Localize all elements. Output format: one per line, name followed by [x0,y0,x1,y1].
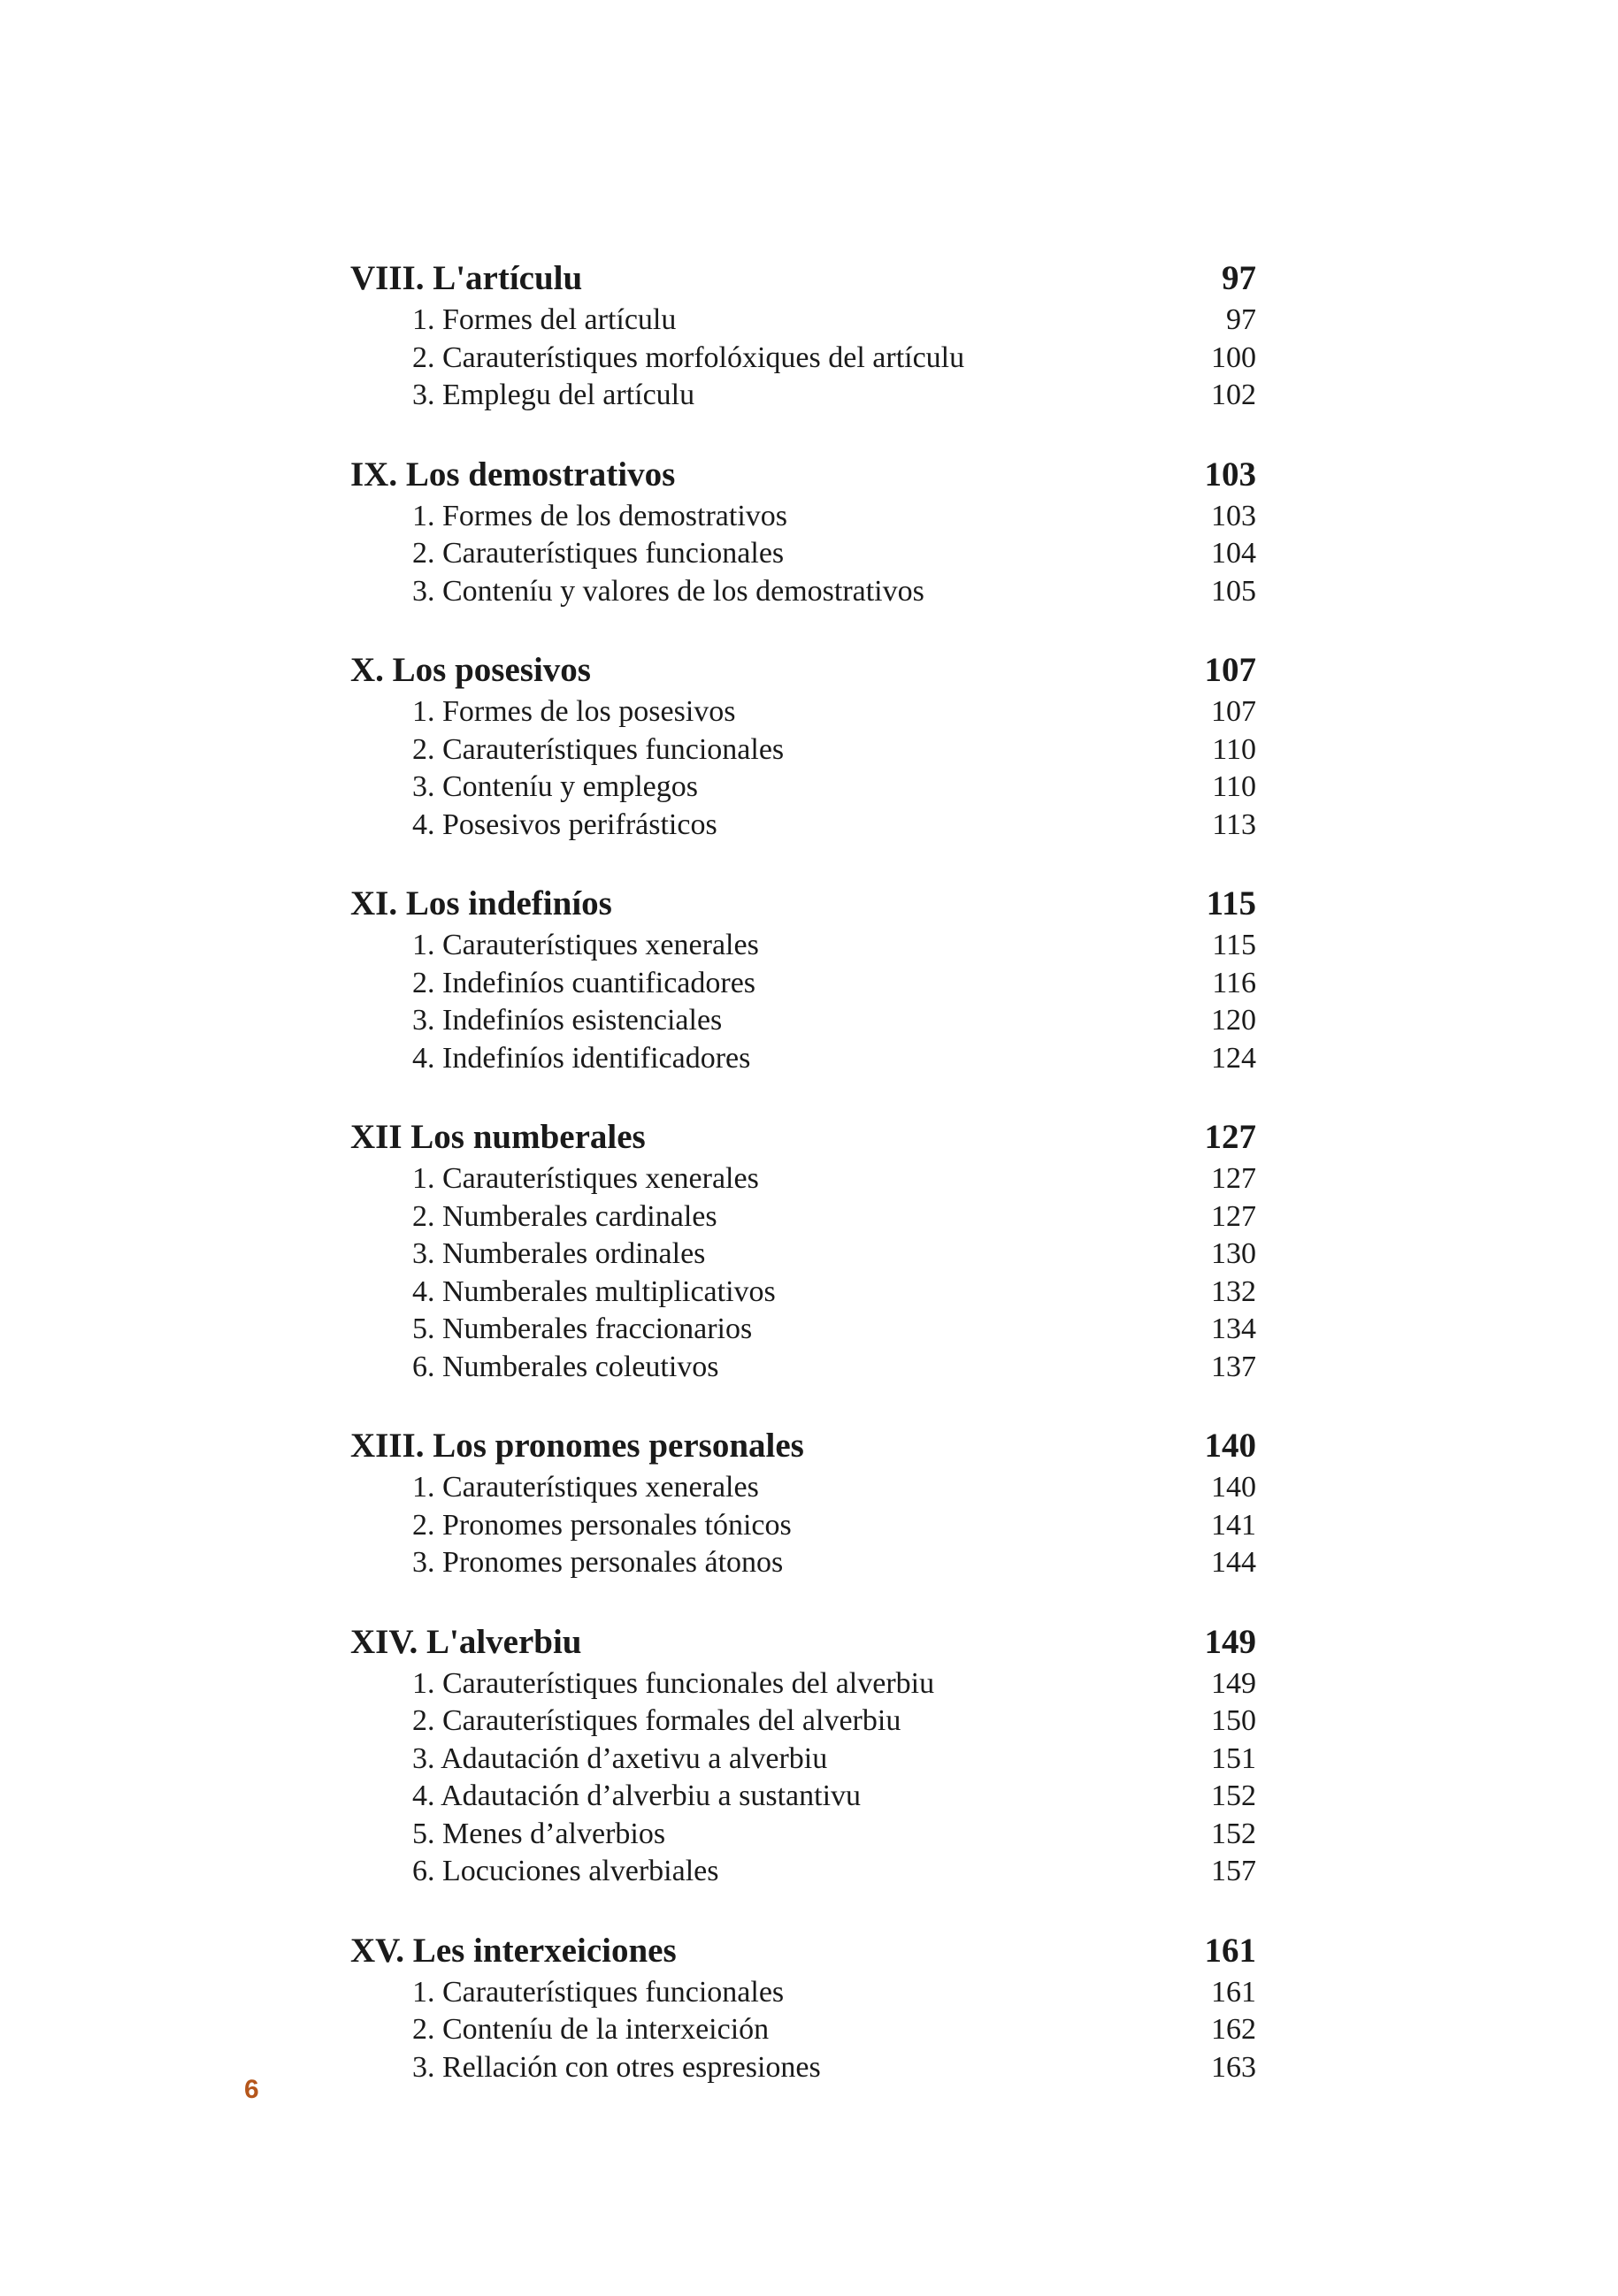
entry-page: 140 [1211,1471,1256,1504]
entry-label: 1. Formes de los demostrativos [412,499,788,532]
entry-page: 104 [1211,537,1256,570]
chapter-page: 107 [1204,651,1256,689]
entry-label: 1. Carauterístiques xenerales [412,1471,759,1504]
entry-page: 110 [1212,770,1256,803]
entry-label: 1. Formes del artículu [412,303,677,336]
entry-page: 127 [1211,1162,1256,1195]
table-of-contents [350,255,1256,2123]
toc-entry [350,731,1256,769]
entry-page: 127 [1211,1199,1256,1233]
toc-entry [350,1974,1256,2012]
toc-entry [350,1349,1256,1387]
toc-entry [350,1665,1256,1703]
toc-entry [350,573,1256,611]
toc-entry [350,1507,1256,1545]
entry-page: 116 [1212,966,1256,999]
page-number: 6 [244,2075,259,2104]
toc-entry [350,498,1256,536]
entry-page: 120 [1211,1004,1256,1037]
toc-chapter [350,1619,1256,1891]
toc-entry [350,965,1256,1003]
chapter-page: 103 [1204,455,1256,494]
entry-page: 97 [1226,303,1256,336]
chapter-page: 97 [1222,259,1256,297]
entry-label: 3. Conteníu y valores de los demostrativos [412,574,924,608]
chapter-page: 115 [1206,884,1256,922]
entry-page: 134 [1211,1313,1256,1345]
entry-page: 102 [1211,379,1256,411]
chapter-heading [350,255,1256,302]
entry-page: 124 [1211,1041,1256,1075]
entry-page: 110 [1212,732,1256,766]
toc-chapter [350,255,1256,415]
toc-entry [350,1236,1256,1274]
chapter-title: VIII. L'artículu [350,259,583,297]
toc-entry [350,1816,1256,1854]
toc-entry [350,1544,1256,1582]
chapter-heading [350,1422,1256,1469]
entry-label: 5. Numberales fraccionarios [412,1313,753,1345]
entry-page: 152 [1211,1779,1256,1812]
entry-label: 1. Formes de los posesivos [412,695,736,728]
chapter-heading [350,1927,1256,1974]
chapter-title: XI. Los indefiníos [350,884,612,922]
entry-label: 3. Emplegu del artículu [412,379,695,411]
toc-entry [350,1469,1256,1507]
entry-label: 3. Adautación d’axetivu a alverbiu [412,1741,828,1775]
chapter-heading [350,647,1256,693]
entry-page: 163 [1211,2050,1256,2084]
chapter-title: XV. Les interxeiciones [350,1931,677,1970]
entry-label: 4. Posesivos perifrásticos [412,807,717,841]
entry-page: 151 [1211,1741,1256,1775]
toc-chapter [350,880,1256,1077]
toc-entry [350,1274,1256,1312]
toc-chapter [350,1927,1256,2087]
entry-label: 4. Indefiníos identificadores [412,1041,751,1075]
toc-entry [350,1198,1256,1236]
toc-entry [350,927,1256,965]
toc-chapter [350,647,1256,844]
entry-label: 2. Numberales cardinales [412,1199,717,1233]
toc-chapter [350,1422,1256,1582]
chapter-page: 161 [1204,1931,1256,1970]
chapter-page: 140 [1204,1427,1256,1465]
entry-label: 1. Carauterístiques funcionales [412,1975,785,2009]
entry-label: 2. Conteníu de la interxeición [412,2013,770,2046]
toc-entry [350,1741,1256,1779]
entry-label: 2. Pronomes personales tónicos [412,1508,792,1542]
entry-label: 2. Carauterístiques funcionales [412,732,785,766]
toc-entry [350,807,1256,845]
toc-entry [350,693,1256,731]
entry-label: 5. Menes d’alverbios [412,1817,666,1850]
chapter-heading [350,1114,1256,1160]
toc-entry [350,1778,1256,1816]
entry-page: 161 [1211,1975,1256,2009]
entry-page: 152 [1211,1817,1256,1850]
chapter-title: X. Los posesivos [350,651,591,689]
toc-chapter [350,1114,1256,1386]
entry-page: 141 [1211,1508,1256,1542]
chapter-title: XIII. Los pronomes personales [350,1427,804,1465]
entry-page: 105 [1211,574,1256,608]
chapter-title: IX. Los demostrativos [350,455,676,494]
entry-label: 3. Rellación con otres espresiones [412,2050,821,2084]
entry-label: 4. Adautación d’alverbiu a sustantivu [412,1779,862,1812]
entry-page: 132 [1211,1274,1256,1308]
entry-page: 149 [1211,1666,1256,1700]
entry-label: 2. Carauterístiques morfolóxiques del artículu [412,341,965,374]
entry-label: 6. Locuciones alverbiales [412,1855,719,1887]
entry-page: 157 [1211,1855,1256,1887]
toc-entry [350,2049,1256,2087]
chapter-page: 127 [1204,1118,1256,1156]
toc-entry [350,377,1256,415]
toc-entry [350,1853,1256,1891]
entry-label: 3. Numberales ordinales [412,1237,706,1270]
toc-chapter [350,451,1256,611]
entry-page: 100 [1211,341,1256,374]
entry-page: 144 [1211,1546,1256,1579]
entry-page: 115 [1212,929,1256,961]
toc-entry [350,535,1256,573]
entry-page: 113 [1212,807,1256,841]
entry-label: 6. Numberales coleutivos [412,1350,719,1383]
chapter-title: XII Los numberales [350,1118,646,1156]
entry-label: 2. Carauterístiques formales del alverbiu [412,1704,901,1737]
entry-label: 1. Carauterístiques xenerales [412,929,759,961]
entry-page: 130 [1211,1237,1256,1270]
toc-entry [350,1703,1256,1741]
entry-label: 3. Conteníu y emplegos [412,770,698,803]
toc-entry [350,340,1256,378]
toc-entry [350,769,1256,807]
entry-page: 150 [1211,1704,1256,1737]
chapter-title: XIV. L'alverbiu [350,1622,582,1661]
entry-page: 107 [1211,695,1256,728]
entry-label: 3. Indefiníos esistenciales [412,1004,723,1037]
toc-entry [350,2011,1256,2049]
chapter-heading [350,451,1256,498]
entry-label: 2. Carauterístiques funcionales [412,537,785,570]
entry-page: 103 [1211,499,1256,532]
toc-entry [350,302,1256,340]
entry-label: 4. Numberales multiplicativos [412,1274,776,1308]
entry-page: 162 [1211,2013,1256,2046]
toc-entry [350,1040,1256,1078]
entry-label: 1. Carauterístiques xenerales [412,1162,759,1195]
entry-label: 1. Carauterístiques funcionales del alverbiu [412,1666,935,1700]
chapter-heading [350,880,1256,927]
chapter-heading [350,1619,1256,1665]
toc-entry [350,1002,1256,1040]
toc-entry [350,1311,1256,1349]
entry-label: 2. Indefiníos cuantificadores [412,966,756,999]
entry-page: 137 [1211,1350,1256,1383]
entry-label: 3. Pronomes personales átonos [412,1546,784,1579]
chapter-page: 149 [1204,1622,1256,1661]
toc-entry [350,1160,1256,1198]
